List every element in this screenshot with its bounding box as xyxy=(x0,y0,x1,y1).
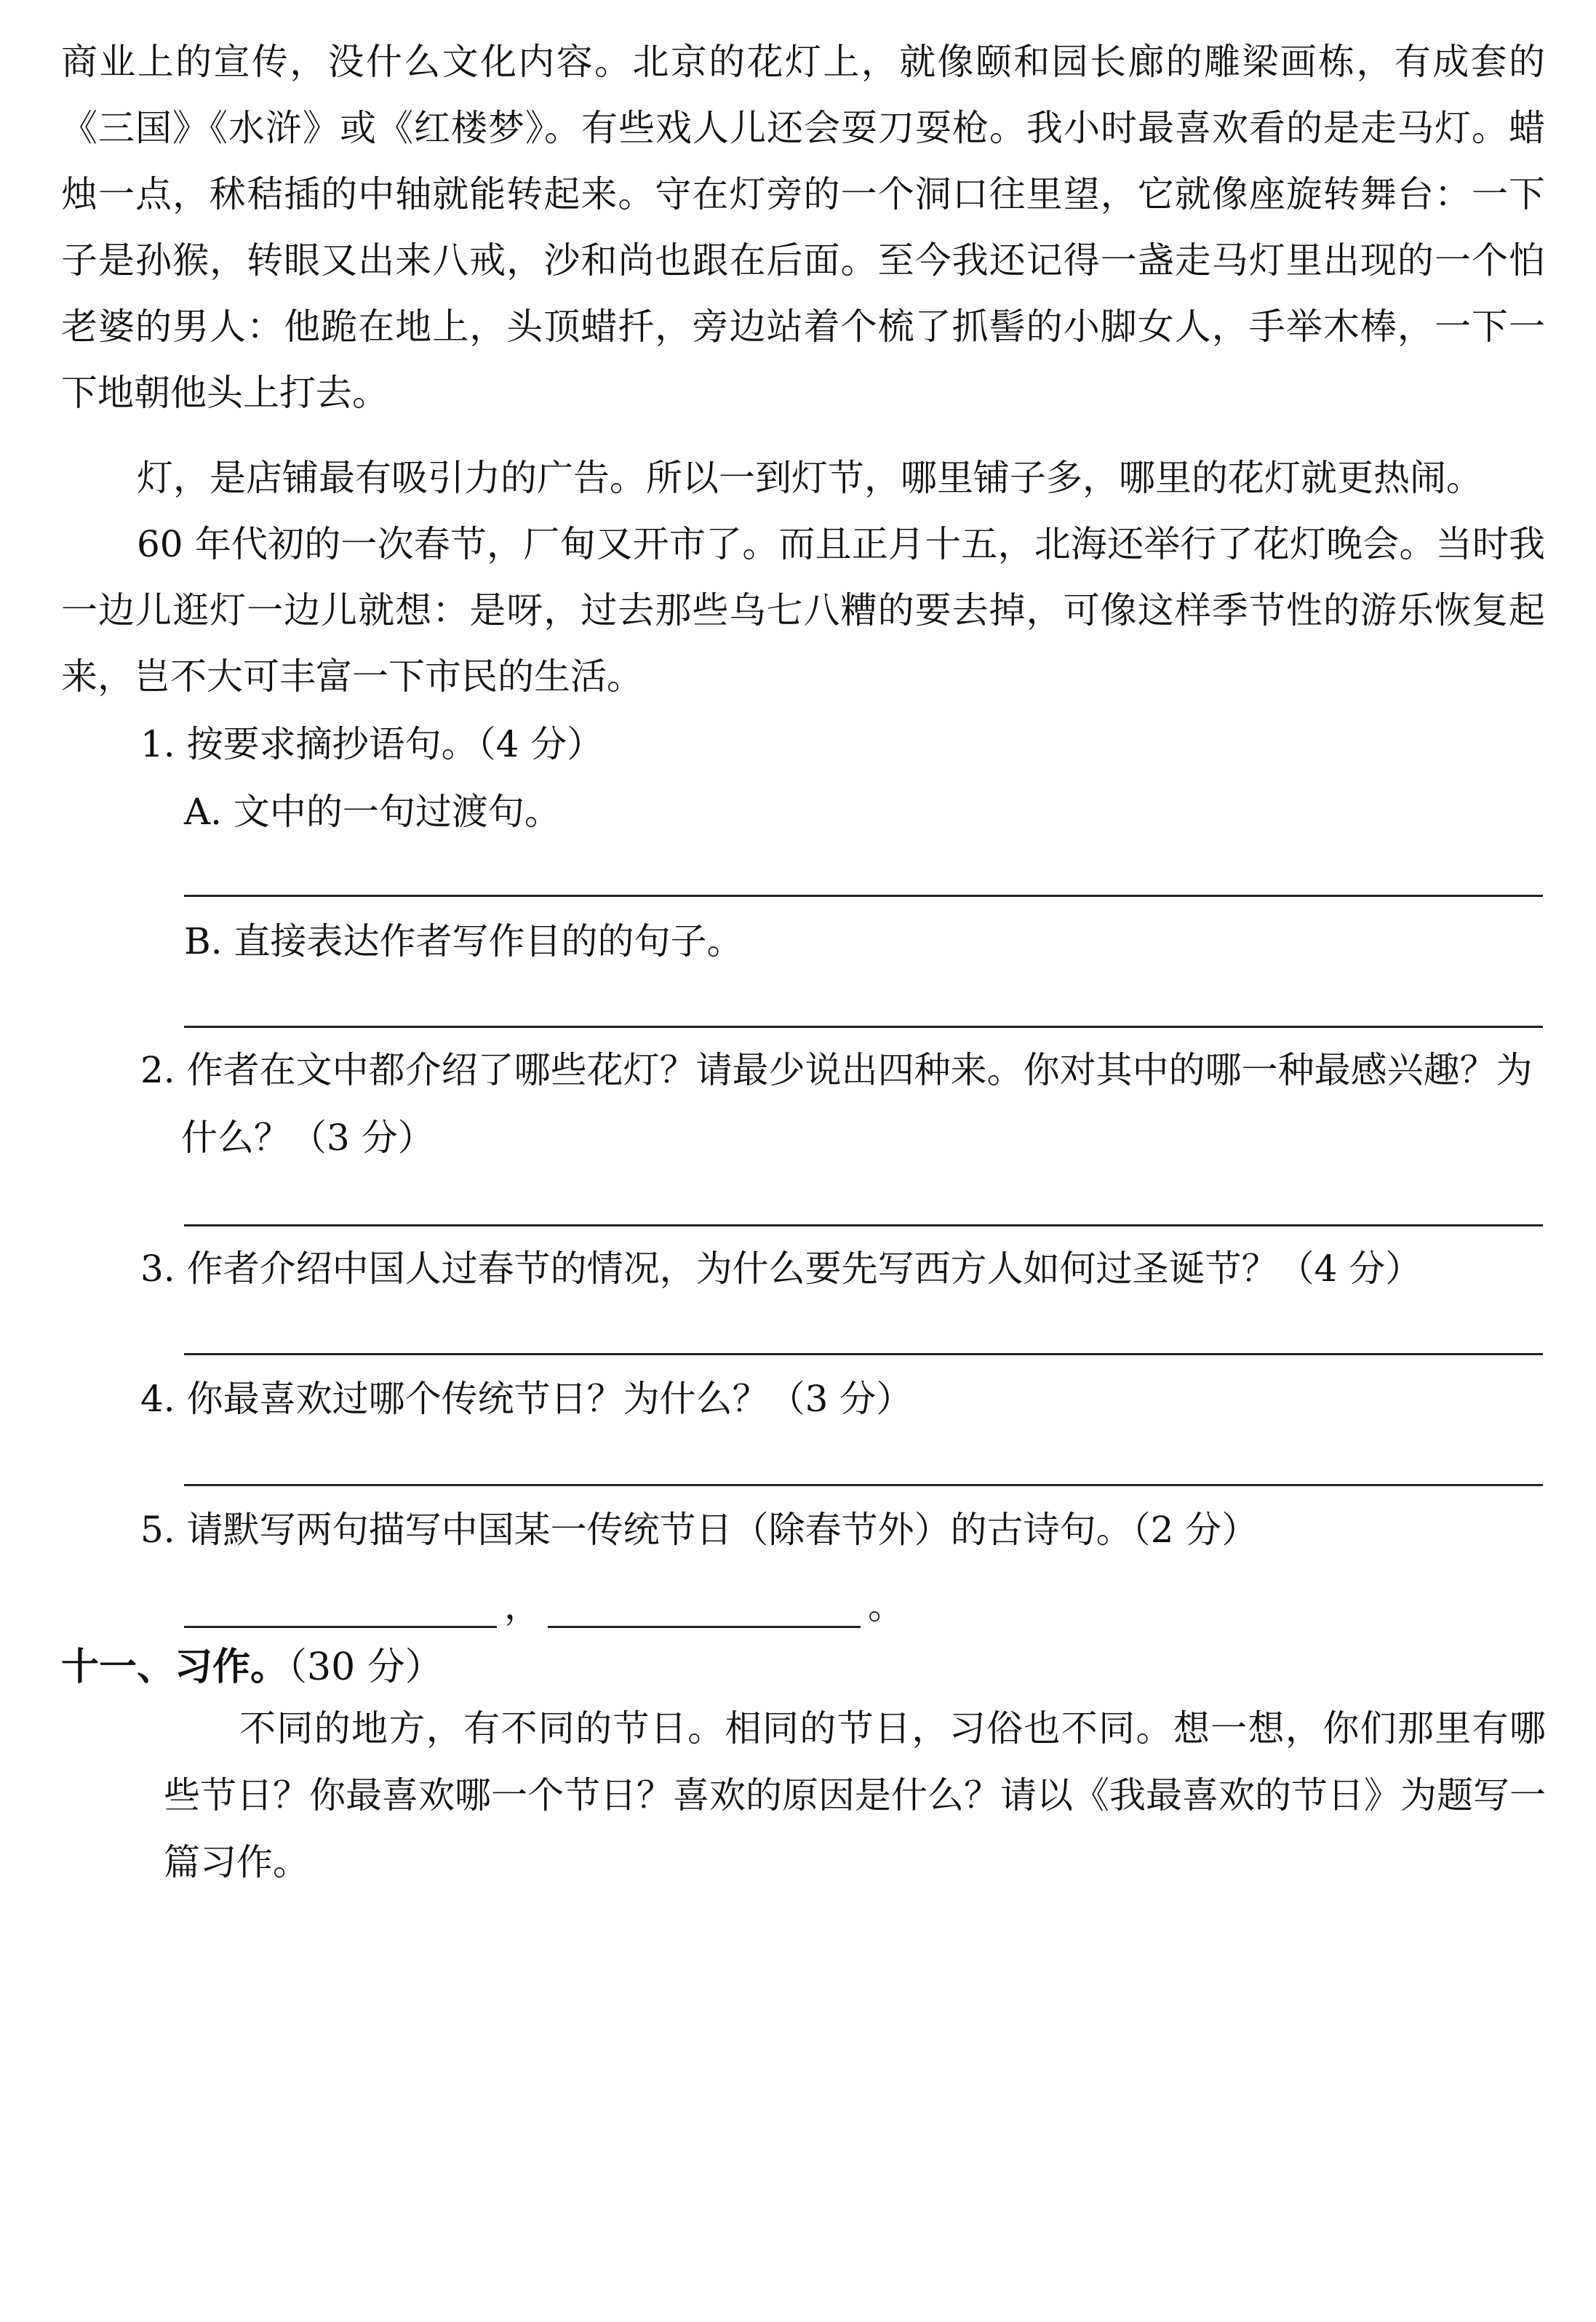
question-2-text: 2. 作者在文中都介绍了哪些花灯？请最少说出四种来。你对其中的哪一种最感兴趣？为什么？（3 分） xyxy=(140,1049,1533,1159)
section-11-heading xyxy=(61,1638,443,1696)
question-3: 3. 作者介绍中国人过春节的情况，为什么要先写西方人如何过圣诞节？（4 分） xyxy=(140,1248,1422,1290)
passage-paragraph-3: 60 年代初的一次春节，厂甸又开市了。而且正月十五，北海还举行了花灯晚会。当时我一边儿逛灯一边儿就想：是呀，过去那些乌七八糟的要去掉，可像这样季节性的游乐恢复起来，岂不大可丰富一下市民的生活。 xyxy=(61,523,1545,698)
section-11-score: （30 分） xyxy=(288,1645,443,1689)
comma: ， xyxy=(504,1585,540,1627)
answer-line-1b[interactable] xyxy=(184,1026,1543,1028)
answer-blanks-5 xyxy=(184,1570,911,1628)
passage-paragraph-1: 商业上的宣传，没什么文化内容。北京的花灯上，就像颐和园长廊的雕梁画栋，有成套的《三国》《水浒》或《红楼梦》。有些戏人儿还会耍刀耍枪。我小时最喜欢看的是走马灯。蜡烛一点，秫秸插的中轴就能转起来。守在灯旁的一个洞口往里望，它就像座旋转舞台：一下子是孙猴，转眼又出来八戒，沙和尚也跟在后面。至今我还记得一盏走马灯里出现的一个怕老婆的男人：他跪在地上，头顶蜡扦，旁边站着个梳了抓髻的小脚女人，手举木棒，一下一下地朝他头上打去。 xyxy=(61,41,1545,414)
answer-blank-5b[interactable] xyxy=(548,1582,861,1628)
passage-paragraph-2: 灯，是店铺最有吸引力的广告。所以一到灯节，哪里铺子多，哪里的花灯就更热闹。 xyxy=(137,457,1483,499)
writing-prompt xyxy=(164,1695,1546,1896)
question-2 xyxy=(140,1037,1544,1172)
answer-line-2[interactable] xyxy=(184,1224,1543,1226)
question-1: 1. 按要求摘抄语句。（4 分） xyxy=(140,723,604,765)
answer-line-3[interactable] xyxy=(184,1353,1543,1355)
answer-line-1a[interactable] xyxy=(184,895,1543,897)
answer-blank-5a[interactable] xyxy=(184,1582,497,1628)
question-5: 5. 请默写两句描写中国某一传统节日（除春节外）的古诗句。（2 分） xyxy=(140,1509,1258,1551)
question-1b: B. 直接表达作者写作目的的句子。 xyxy=(184,920,743,962)
period: 。 xyxy=(868,1585,904,1627)
question-4: 4. 你最喜欢过哪个传统节日？为什么？（3 分） xyxy=(140,1378,913,1420)
question-1a: A. 文中的一句过渡句。 xyxy=(184,791,561,833)
writing-prompt-text: 不同的地方，有不同的节日。相同的节日，习俗也不同。想一想，你们那里有哪些节日？你最喜欢哪一个节日？喜欢的原因是什么？请以《我最喜欢的节日》为题写一篇习作。 xyxy=(164,1707,1546,1883)
answer-line-4[interactable] xyxy=(184,1484,1543,1486)
section-11-title: 十一、习作。 xyxy=(61,1645,289,1689)
